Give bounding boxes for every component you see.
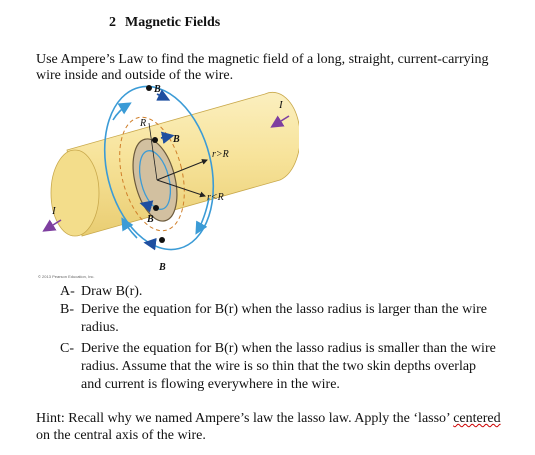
problem-intro: Use Ampere’s Law to find the magnetic field of a long, straight, current-carrying wire inside and outside of the wire. <box>36 52 489 83</box>
ampere-law-figure <box>37 80 299 275</box>
field-label-low: B <box>147 214 154 225</box>
field-point <box>146 85 152 91</box>
field-label-top: B <box>154 84 161 95</box>
r-outside-label: r>R <box>212 149 229 160</box>
spellcheck-flagged-word[interactable]: centered <box>453 411 501 426</box>
wire-end-face <box>51 150 99 236</box>
hint-text-end: on the central axis of the wire. <box>36 428 206 443</box>
hint-paragraph <box>36 410 506 444</box>
field-label-mid: B <box>173 134 180 145</box>
figure-credit: © 2013 Pearson Education, Inc. <box>38 274 95 279</box>
list-marker: B- <box>60 302 74 317</box>
list-marker: A- <box>60 284 75 299</box>
field-label-bottom: B <box>159 262 166 273</box>
wire-cylinder <box>67 92 299 236</box>
r-inside-label: r<R <box>207 192 224 203</box>
field-arrow <box>147 243 155 244</box>
section-number: 2 <box>109 15 116 30</box>
list-item-text: Derive the equation for B(r) when the lasso radius is smaller than the wire radius. Assume that the wire is so thin that the two skin depths overlap and current is flowing everywhere in the wire. <box>81 341 496 392</box>
field-point <box>159 237 165 243</box>
current-label-right: I <box>279 99 283 111</box>
field-point <box>152 137 158 143</box>
field-point <box>153 205 159 211</box>
current-label-left: I <box>52 205 56 217</box>
list-item-text: Draw B(r). <box>81 284 143 299</box>
hint-text: Hint: Recall why we named Ampere’s law the lasso law. Apply the ‘lasso’ <box>36 411 454 426</box>
list-marker: C- <box>60 341 74 356</box>
list-item-text: Derive the equation for B(r) when the lasso radius is larger than the wire radius. <box>81 302 487 335</box>
radius-label: R <box>140 118 147 129</box>
section-title: Magnetic Fields <box>125 15 221 30</box>
